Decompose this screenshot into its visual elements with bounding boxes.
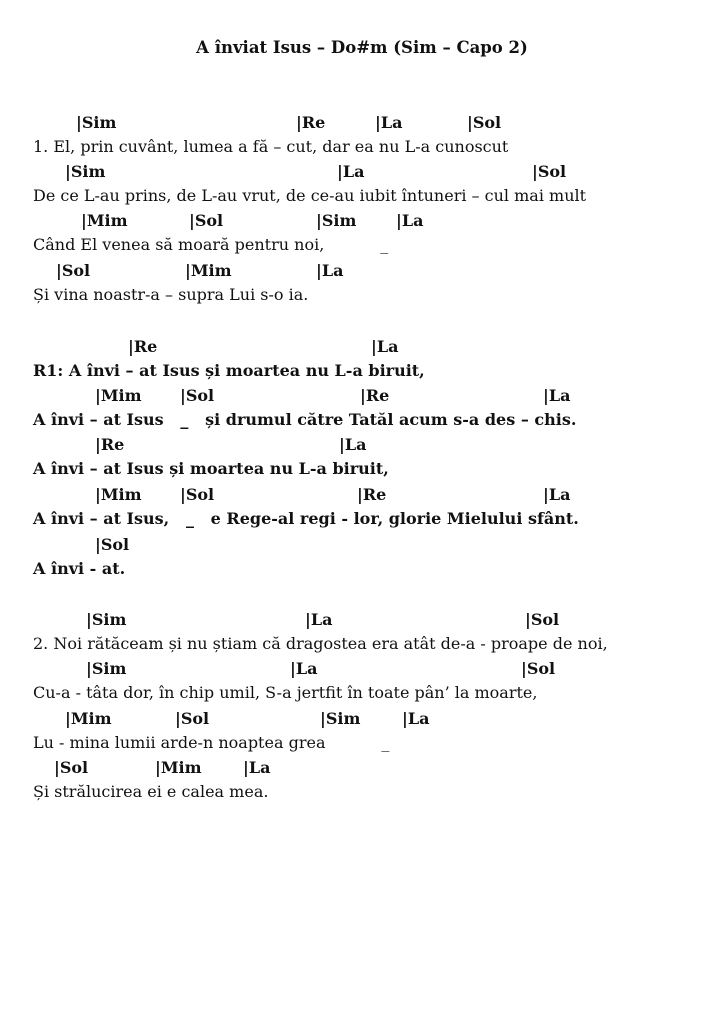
chord: |La	[316, 261, 344, 280]
lyric-line: Și strălucirea ei e calea mea.	[33, 782, 269, 801]
chord: |La	[371, 337, 399, 356]
chord: |Sim	[76, 113, 117, 132]
chord-line	[0, 261, 724, 281]
chord: |La	[305, 610, 333, 629]
chord: |Mim	[155, 758, 202, 777]
chord: |Re	[296, 113, 326, 132]
song-title: A înviat Isus – Do#m (Sim – Capo 2)	[196, 38, 528, 57]
chord: |Sol	[525, 610, 560, 629]
chord: |Sim	[86, 659, 127, 678]
chord: |Re	[128, 337, 158, 356]
chord-line	[0, 535, 724, 555]
chord: |La	[290, 659, 318, 678]
lyric-line: A învi – at Isus și moartea nu L-a biruit,	[33, 459, 389, 478]
lyric-line: Când El venea să moară pentru noi, _	[33, 235, 389, 254]
lyric-line: Și vina noastr-a – supra Lui s-o ia.	[33, 285, 309, 304]
chord: |Sim	[316, 211, 357, 230]
chord: |Sol	[95, 535, 130, 554]
chord: |Re	[360, 386, 390, 405]
chord-line	[0, 709, 724, 729]
chord-line	[0, 211, 724, 231]
lyric-line: A învi – at Isus _ și drumul către Tatăl acum s-a des – chis.	[33, 410, 577, 429]
chord: |Sol	[180, 386, 215, 405]
chord-line	[0, 610, 724, 630]
lyric-line: De ce L-au prins, de L-au vrut, de ce-au iubit întuneri – cul mai mult	[33, 186, 587, 205]
lyric-line: A învi - at.	[33, 559, 126, 578]
chord: |Sim	[65, 162, 106, 181]
chord: |Sol	[180, 485, 215, 504]
chord: |Mim	[95, 386, 142, 405]
chord: |Sim	[320, 709, 361, 728]
lyric-line: 1. El, prin cuvânt, lumea a fă – cut, dar ea nu L-a cunoscut	[33, 137, 509, 156]
chord-line	[0, 386, 724, 406]
chord: |Sol	[521, 659, 556, 678]
chord: |Sol	[175, 709, 210, 728]
chord: |Sol	[189, 211, 224, 230]
chord: |La	[243, 758, 271, 777]
chord: |La	[402, 709, 430, 728]
chord: |Sol	[56, 261, 91, 280]
lyric-line: Cu-a - tâta dor, în chip umil, S-a jertfit în toate pân’ la moarte,	[33, 683, 538, 702]
chord: |La	[543, 386, 571, 405]
chord: |Mim	[65, 709, 112, 728]
chord: |Sol	[467, 113, 502, 132]
chord-line	[0, 113, 724, 133]
chord: |Sol	[532, 162, 567, 181]
chord-line	[0, 758, 724, 778]
chord: |Re	[95, 435, 125, 454]
lyric-line: Lu - mina lumii arde-n noaptea grea _	[33, 733, 390, 752]
chord-line	[0, 659, 724, 679]
lyric-line: 2. Noi rătăceam și nu știam că dragostea era atât de-a - proape de noi,	[33, 634, 608, 653]
chord-line	[0, 485, 724, 505]
chord: |Sol	[54, 758, 89, 777]
chord-line	[0, 435, 724, 455]
chord: |Re	[357, 485, 387, 504]
chord: |La	[337, 162, 365, 181]
chord-line	[0, 162, 724, 182]
chord: |Mim	[185, 261, 232, 280]
chord: |Sim	[86, 610, 127, 629]
chord: |Mim	[81, 211, 128, 230]
chord-line	[0, 337, 724, 357]
chord: |La	[339, 435, 367, 454]
chord: |La	[375, 113, 403, 132]
lyric-line: R1: A învi – at Isus și moartea nu L-a biruit,	[33, 361, 425, 380]
chord: |La	[396, 211, 424, 230]
chord: |La	[543, 485, 571, 504]
lyric-line: A învi – at Isus, _ e Rege-al regi - lor, glorie Mielului sfânt.	[33, 509, 579, 528]
chord: |Mim	[95, 485, 142, 504]
